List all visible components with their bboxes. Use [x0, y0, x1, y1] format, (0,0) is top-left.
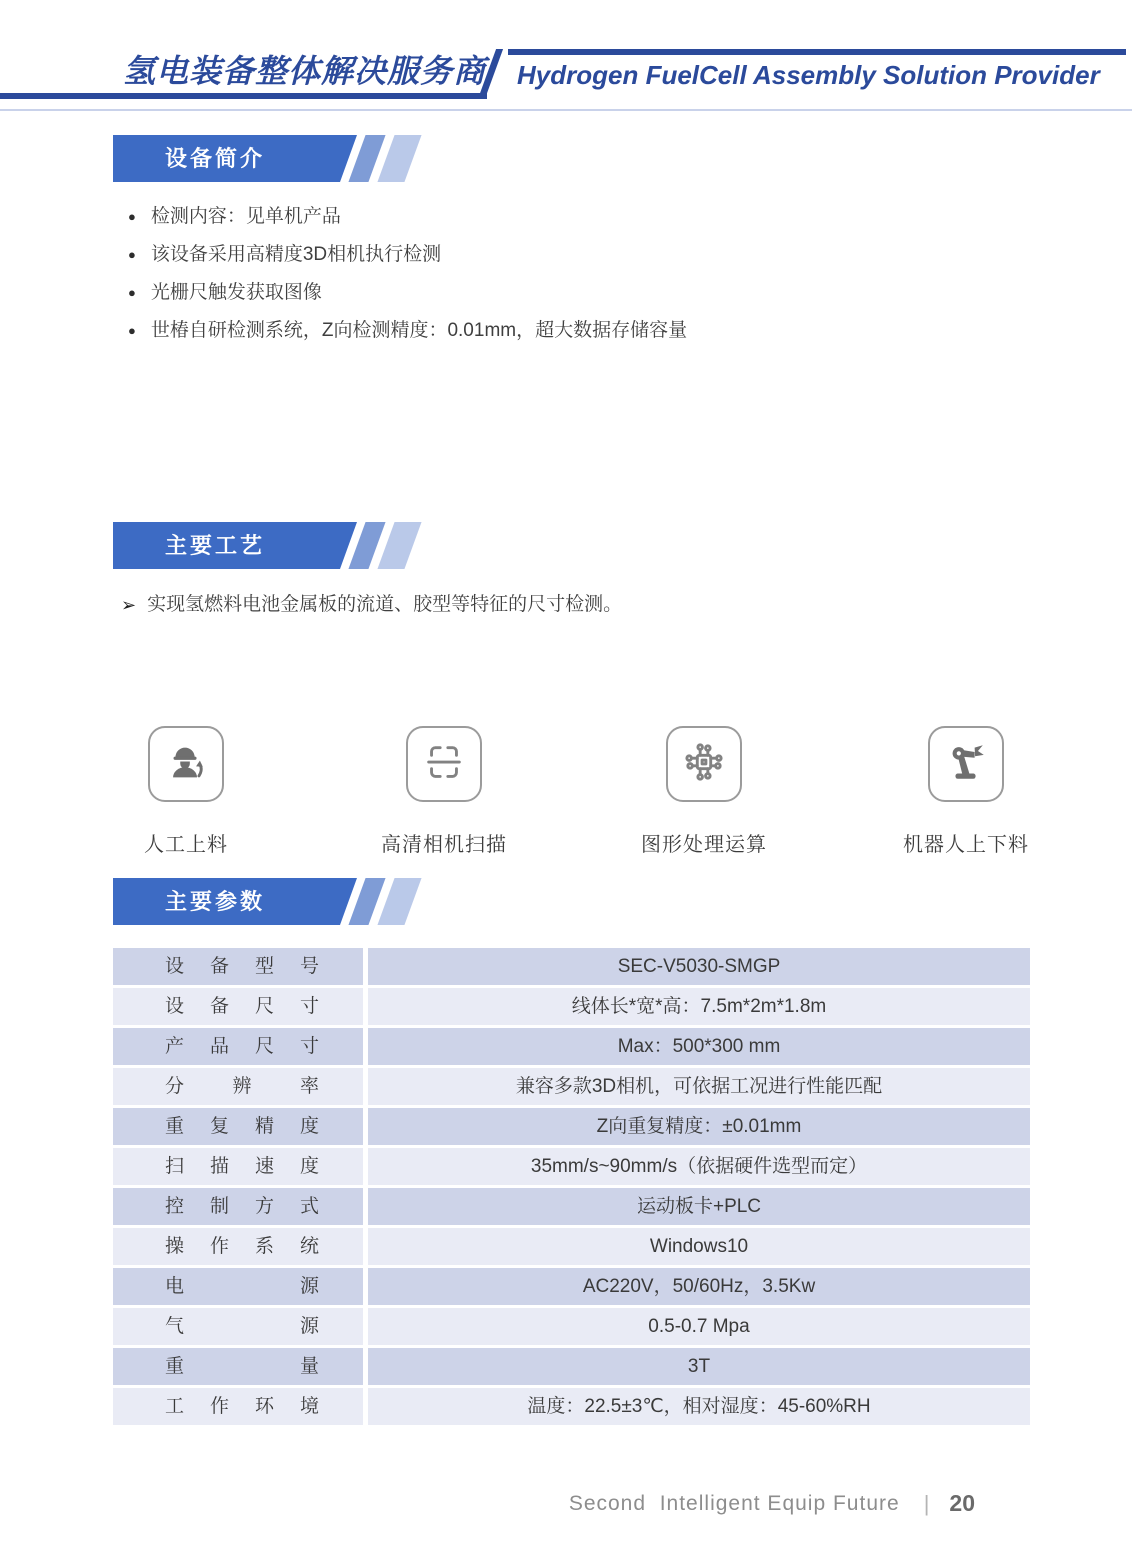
- table-row: [113, 948, 1030, 985]
- step-label: 图形处理运算: [641, 834, 767, 856]
- bullet-dot-icon: ●: [128, 285, 136, 300]
- process-steps-row: [0, 726, 1132, 876]
- section-heading-intro: 设备简介: [165, 146, 266, 171]
- bullet-text: 该设备采用高精度3D相机执行检测: [150, 244, 442, 265]
- table-row: [113, 988, 1030, 1025]
- table-row: [113, 1108, 1030, 1145]
- icon-box: [406, 726, 482, 802]
- bullet-dot-icon: ●: [128, 323, 136, 338]
- param-value: 35mm/s~90mm/s（依据硬件选型而定）: [368, 1148, 1030, 1185]
- header-thin-rule: [0, 109, 1132, 111]
- table-row: [113, 1308, 1030, 1345]
- page-footer: [569, 1490, 975, 1517]
- param-label: 气 源: [113, 1308, 363, 1345]
- param-value: Z向重复精度：±0.01mm: [368, 1108, 1030, 1145]
- process-step-camera-scan: [334, 726, 554, 857]
- icon-box: [148, 726, 224, 802]
- parameters-table: [113, 948, 1030, 1428]
- list-item: [128, 243, 687, 266]
- param-label: 扫 描 速 度: [113, 1148, 363, 1185]
- table-row: [113, 1348, 1030, 1385]
- page-title-english: Hydrogen FuelCell Assembly Solution Provider: [517, 60, 1100, 90]
- process-text: 实现氢燃料电池金属板的流道、胶型等特征的尺寸检测。: [147, 594, 623, 615]
- worker-loading-icon: [163, 739, 209, 790]
- banner-stripe-light: [377, 522, 421, 569]
- param-value: 温度：22.5±3℃，相对湿度：45-60%RH: [368, 1388, 1030, 1425]
- param-value: 0.5-0.7 Mpa: [368, 1308, 1030, 1345]
- table-row: [113, 1268, 1030, 1305]
- step-label: 人工上料: [144, 834, 228, 856]
- param-label: 控 制 方 式: [113, 1188, 363, 1225]
- param-value: 3T: [368, 1348, 1030, 1385]
- table-row: [113, 1188, 1030, 1225]
- bullet-text: 世椿自研检测系统，Z向检测精度：0.01mm，超大数据存储容量: [150, 320, 688, 341]
- param-label: 工 作 环 境: [113, 1388, 363, 1425]
- param-value: AC220V，50/60Hz，3.5Kw: [368, 1268, 1030, 1305]
- header-rule-right: [508, 49, 1126, 55]
- param-label: 操 作 系 统: [113, 1228, 363, 1265]
- process-step-robot-loading: [856, 726, 1076, 857]
- page-number: 20: [949, 1490, 975, 1516]
- param-value: 线体长*宽*高：7.5m*2m*1.8m: [368, 988, 1030, 1025]
- footer-slogan: Second Intelligent Equip Future: [568, 1491, 900, 1515]
- icon-box: [666, 726, 742, 802]
- table-row: [113, 1028, 1030, 1065]
- table-row: [113, 1388, 1030, 1425]
- banner-stripe-light: [377, 135, 421, 182]
- section-banner-parameters: [113, 878, 543, 925]
- param-label: 设 备 尺 寸: [113, 988, 363, 1025]
- arrow-bullet-icon: ➢: [121, 595, 137, 615]
- param-label: 分 辨 率: [113, 1068, 363, 1105]
- process-description: [121, 593, 622, 617]
- table-row: [113, 1228, 1030, 1265]
- param-value: 兼容多款3D相机，可依据工况进行性能匹配: [368, 1068, 1030, 1105]
- icon-box: [928, 726, 1004, 802]
- bullet-dot-icon: ●: [128, 209, 136, 224]
- param-value: Max：500*300 mm: [368, 1028, 1030, 1065]
- param-value: Windows10: [368, 1228, 1030, 1265]
- param-label: 电 源: [113, 1268, 363, 1305]
- chip-processing-icon: [681, 739, 727, 790]
- param-label: 设 备 型 号: [113, 948, 363, 985]
- page-title-chinese: 氢电装备整体解决服务商: [123, 53, 487, 89]
- list-item: [128, 319, 687, 342]
- camera-scan-icon: [421, 739, 467, 790]
- section-heading-process: 主要工艺: [165, 533, 266, 558]
- table-row: [113, 1068, 1030, 1105]
- step-label: 高清相机扫描: [381, 834, 507, 856]
- header-rule-left: [0, 93, 487, 99]
- step-label: 机器人上下料: [903, 834, 1029, 856]
- param-label: 产 品 尺 寸: [113, 1028, 363, 1065]
- param-label: 重 量: [113, 1348, 363, 1385]
- banner-stripe-light: [377, 878, 421, 925]
- footer-separator: |: [923, 1490, 930, 1516]
- section-heading-parameters: 主要参数: [165, 889, 266, 914]
- section-banner-process: [113, 522, 543, 569]
- table-row: [113, 1148, 1030, 1185]
- intro-bullet-list: [128, 205, 687, 357]
- bullet-text: 光栅尺触发获取图像: [150, 282, 322, 303]
- list-item: [128, 205, 687, 228]
- list-item: [128, 281, 687, 304]
- param-value: SEC-V5030-SMGP: [368, 948, 1030, 985]
- param-label: 重 复 精 度: [113, 1108, 363, 1145]
- bullet-dot-icon: ●: [128, 247, 136, 262]
- process-step-image-processing: [594, 726, 814, 857]
- robot-arm-icon: [943, 739, 989, 790]
- bullet-text: 检测内容：见单机产品: [150, 206, 341, 227]
- section-banner-intro: [113, 135, 543, 182]
- process-step-manual-loading: [76, 726, 296, 857]
- param-value: 运动板卡+PLC: [368, 1188, 1030, 1225]
